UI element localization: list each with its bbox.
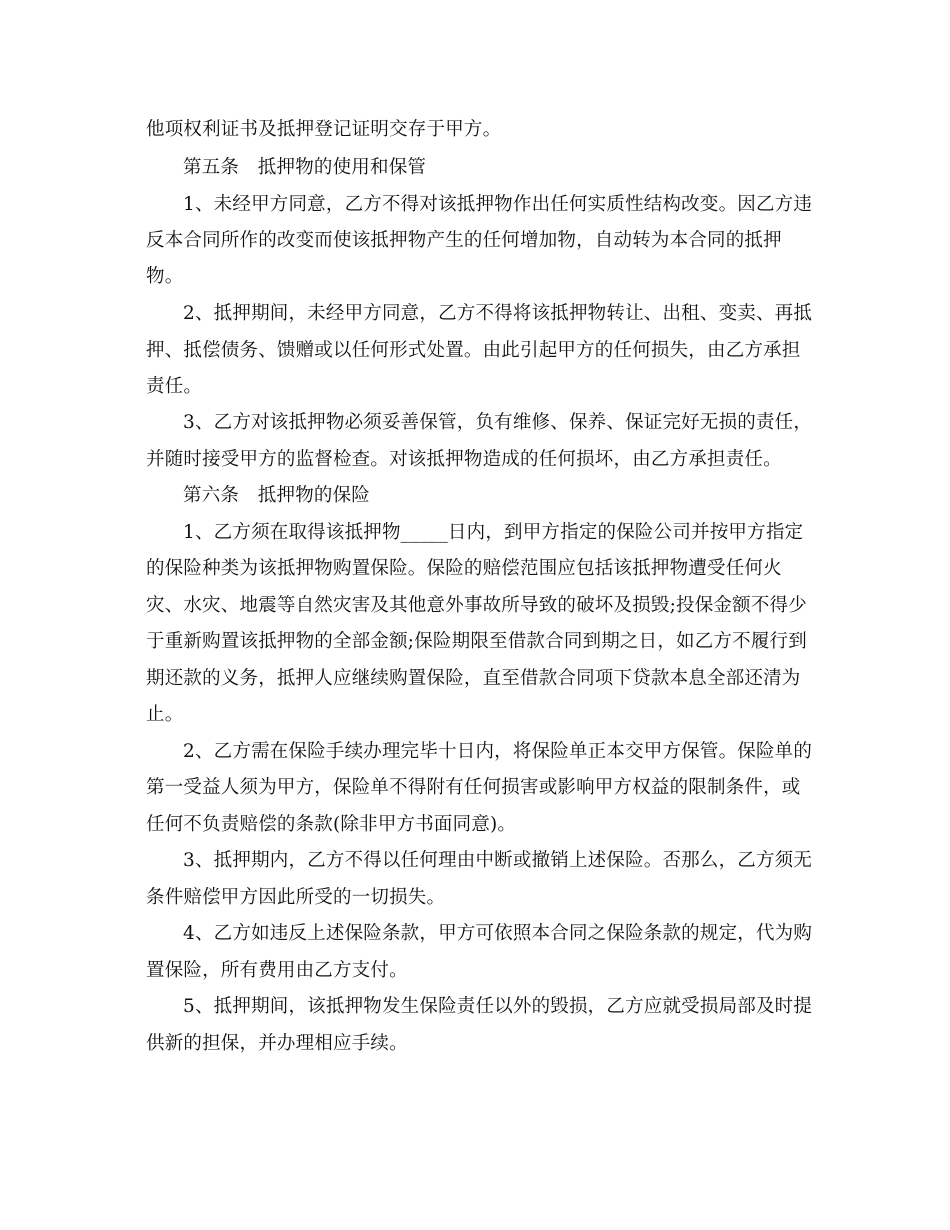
text-line: 止。	[146, 704, 184, 725]
text-line: 灾、水灾、地震等自然灾害及其他意外事故所导致的破坏及损毁;投保金额不得少	[146, 595, 807, 616]
text-line: 置保险，所有费用由乙方支付。	[146, 960, 408, 981]
text-line: 期还款的义务，抵押人应继续购置保险，直至借款合同项下贷款本息全部还清为	[146, 668, 801, 689]
text-line: 5、抵押期间，该抵押物发生保险责任以外的毁损，乙方应就受损局部及时提	[183, 996, 813, 1017]
text-line: 反本合同所作的改变而使该抵押物产生的任何增加物，自动转为本合同的抵押	[146, 230, 782, 251]
text-line: 责任。	[146, 376, 203, 397]
section-heading: 第五条 抵押物的使用和保管	[183, 157, 427, 178]
text-line: 物。	[146, 266, 184, 287]
text-line: 他项权利证书及抵押登记证明交存于甲方。	[146, 119, 502, 140]
text-line: 押、抵偿债务、馈赠或以任何形式处置。由此引起甲方的任何损失，由乙方承担	[146, 340, 801, 361]
text-line: 1、乙方须在取得该抵押物_____日内，到甲方指定的保险公司并按甲方指定	[183, 522, 804, 543]
text-line: 供新的担保，并办理相应手续。	[146, 1033, 408, 1054]
text-line: 于重新购置该抵押物的全部金额;保险期限至借款合同到期之日，如乙方不履行到	[146, 631, 807, 652]
text-line: 的保险种类为该抵押物购置保险。保险的赔偿范围应包括该抵押物遭受任何火	[146, 558, 782, 579]
text-line: 条件赔偿甲方因此所受的一切损失。	[146, 887, 446, 908]
text-line: 4、乙方如违反上述保险条款，甲方可依照本合同之保险条款的规定，代为购	[183, 923, 813, 944]
text-line: 第一受益人须为甲方，保险单不得附有任何损害或影响甲方权益的限制条件，或	[146, 777, 801, 798]
text-line: 1、未经甲方同意，乙方不得对该抵押物作出任何实质性结构改变。因乙方违	[183, 194, 813, 215]
section-heading: 第六条 抵押物的保险	[183, 485, 371, 506]
text-line: 2、抵押期间，未经甲方同意，乙方不得将该抵押物转让、出租、变卖、再抵	[183, 303, 813, 324]
text-line: 并随时接受甲方的监督检查。对该抵押物造成的任何损坏，由乙方承担责任。	[146, 449, 782, 470]
text-line: 3、乙方对该抵押物必须妥善保管，负有维修、保养、保证完好无损的责任，	[183, 412, 813, 433]
text-line: 2、乙方需在保险手续办理完毕十日内，将保险单正本交甲方保管。保险单的	[183, 741, 813, 762]
text-line: 任何不负责赔偿的条款(除非甲方书面同意)。	[146, 814, 517, 835]
text-line: 3、抵押期内，乙方不得以任何理由中断或撤销上述保险。否那么，乙方须无	[183, 850, 813, 871]
